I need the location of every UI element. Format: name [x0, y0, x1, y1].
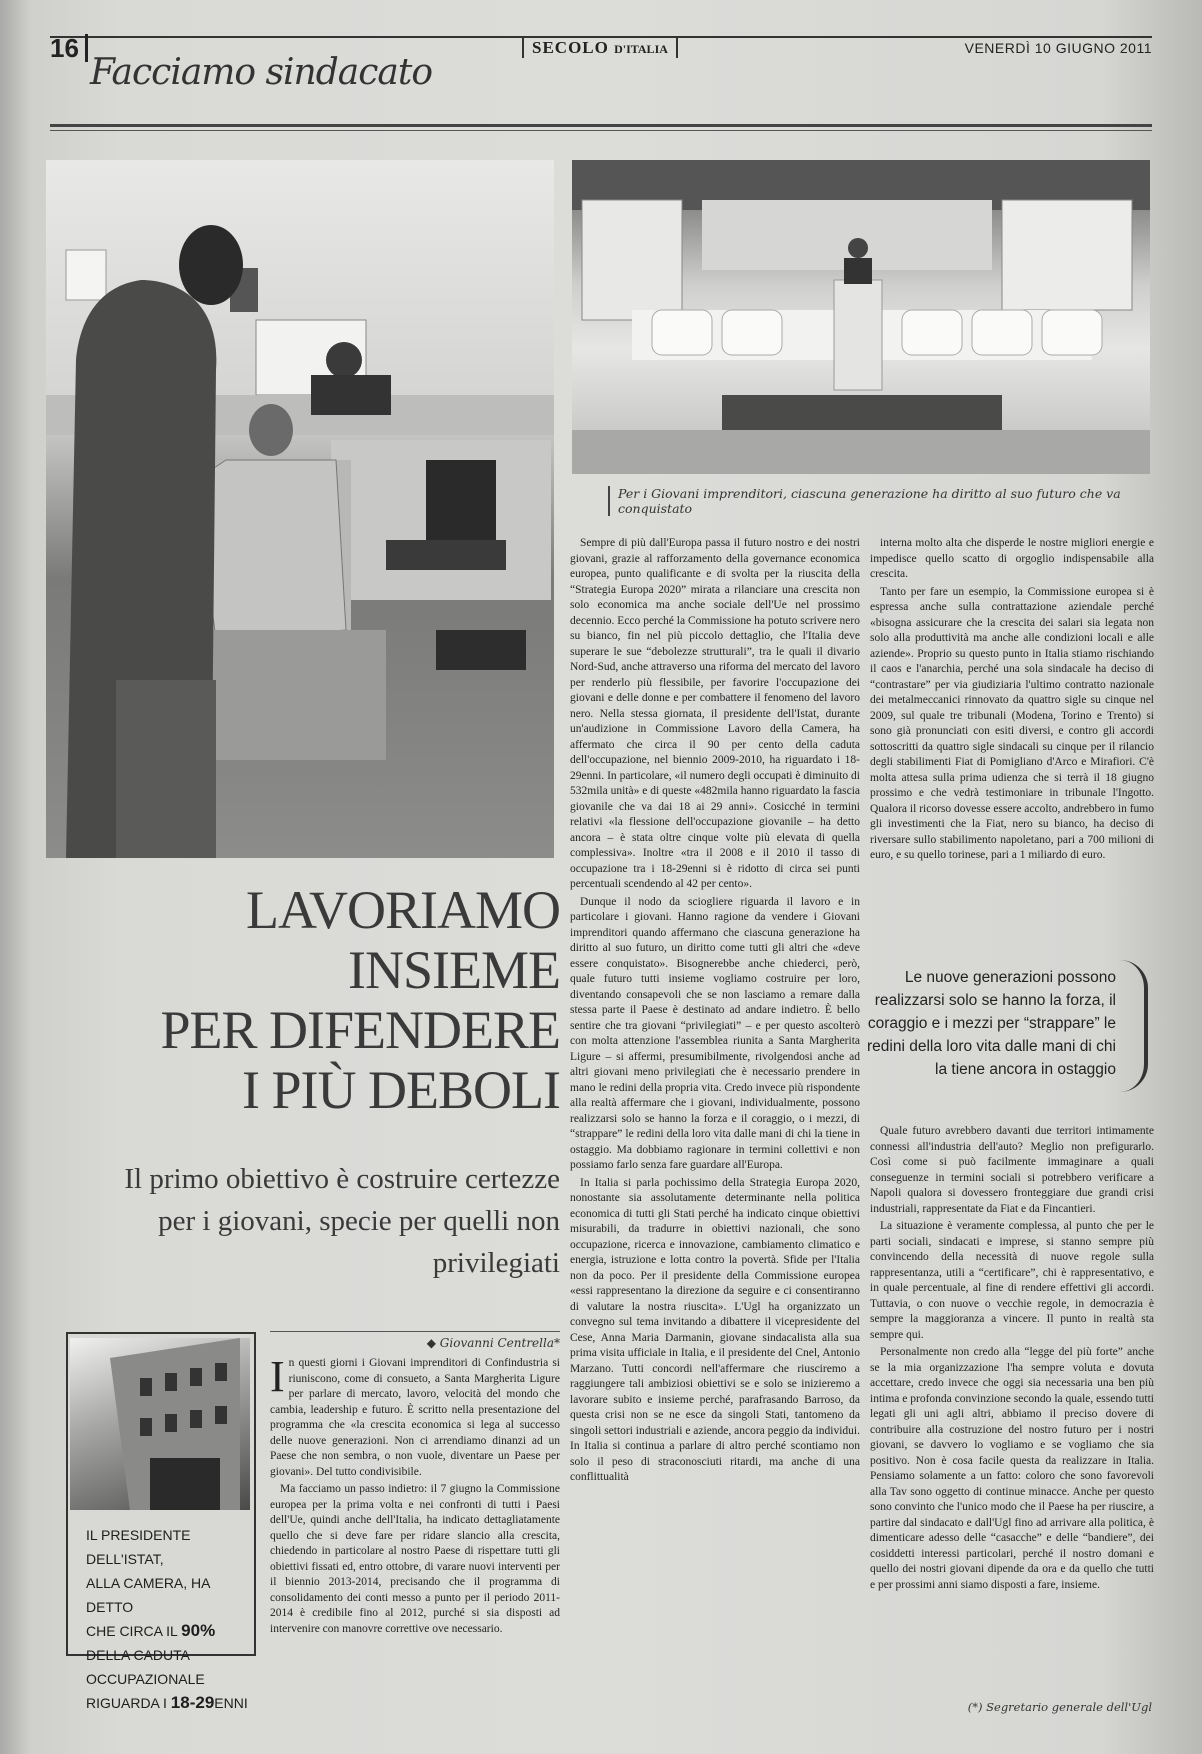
article-paragraph: Ma facciamo un passo indietro: il 7 giugno la Commissione europea per la prima volta e nei confronti di tutti i Paesi dell'Ue, quindi anche dell'Italia, ha indicato dettagliatamente quello che si deve fare per ridare slancio alla crescita, chiedendo in particolare al nostro Paese di rispettare tutti gli obiettivi fissati ed, entro ottobre, di varare nuovi interventi per il biennio 2013-2014, precisando che il programma di consolidamento dei conti messo a punto per il periodo 2011-2014 è credibile fino al 2012, purché si sia disposti ad intervenire con manovre correttive ove necessario.	[270, 1483, 560, 1635]
sidebar-line: DELLA CADUTA	[86, 1647, 190, 1663]
sidebar-line: ALLA CAMERA, HA DETTO	[86, 1575, 210, 1615]
headline-line: INSIEME	[348, 940, 560, 1000]
office-photo-illustration	[46, 160, 554, 858]
page-number: 16	[50, 34, 88, 62]
article-paragraph	[270, 1356, 560, 1480]
sidebar-line-suffix: ENNI	[214, 1695, 248, 1711]
sidebar-line	[86, 1691, 256, 1715]
conference-photo-illustration	[572, 160, 1150, 474]
conference-photo	[572, 160, 1150, 474]
sidebar-text	[86, 1523, 256, 1715]
article-paragraph: La situazione è veramente complessa, al punto che per le parti sociali, sindacati e imprese, si stanno sempre più convincendo della necessità di nuove regole sulla rappresentanza, utili a “certificare”, chi è rappresentativo, e in quale percentuale, al fine di rendere effettivi gli accordi. Tuttavia, o con nuove o vecchie regole, in democrazia è sempre la maggioranza a vincere. Il punto in realtà sta sempre qui.	[870, 1220, 1154, 1341]
article-paragraph: interna molto alta che disperde le nostre migliori energie e impedisce quello scatto di orgoglio indispensabile alla crescita.	[870, 537, 1154, 580]
headline	[100, 880, 560, 1120]
building-photo-illustration	[70, 1338, 250, 1510]
sidebar-highlight-percent: 90%	[181, 1621, 216, 1640]
sidebar-line-prefix: CHE CIRCA IL	[86, 1623, 178, 1639]
article-paragraph: Dunque il nodo da sciogliere riguarda il lavoro e in particolare i giovani. Hanno ragione da vendere i Giovani imprenditori quando affermano che ciascuna generazione ha diritto al suo futuro, un diritto come tutti gli altri che «deve essere conquistato». Bisognerebbe anche chiederci, però, quale futuro tutti insieme vogliamo costruire per loro, diventando consapevoli che se non lasciamo a remare dalla stessa parte il Paese è destinato ad andare indietro. È bello sentire che tra giovani “privilegiati” – e per questo ascolterò con molta attenzione l'assemblea riunita a Santa Margherita Ligure – si affermi, presumibilmente, rivolgendosi anche ad altri giovani meno privilegiati che è necessario prendere in mano le redini della propria vita. Credo invece più rispondente alla realtà affermare che i giovani, individualmente, possono realizzarsi solo se hanno la forza e il coraggio, o i mezzi, di “strappare” le redini della loro vita dalle mani di chi la tiene in ostaggio. Ma dobbiamo ragionare in termini collettivi e non possiamo farlo senza fare guardare all'Europa.	[570, 895, 860, 1171]
article-paragraph: Tanto per fare un esempio, la Commissione europea si è espressa anche sulla contrattazione aziendale perché «bisogna assicurare che la crescita dei salari sia legata non solo alla produttività ma anche alle condizioni locali e alle aziende». Proprio su questo punto in Italia stiamo rischiando il caos e l'anarchia, perché una sola sindacale ha deciso di “contrastare” per via giudiziaria l'ultimo contratto nazionale dei metalmeccanici rinnovato da quattro sigle su cinque nel 2009, sul quale tre tribunali (Modena, Torino e Trento) si sono già pronunciati con esiti diversi, e contro gli accordi sottoscritti da quattro sigle sindacali su cinque per il rilancio degli stabilimenti Fiat di Pomigliano d'Arco e Mirafiori. C'è molta attesa sulla prima udienza che si terrà il 18 giugno prossimo e che vedrà testimoniare in tribunale l'Ingotto. Qualora il ricorso dovesse essere accolto, andrebbero in fumo gli investimenti che la Fiat, nero su bianco, ha deciso di riversare sullo stabilimento napoletano, pari a 700 milioni di euro, e su quello torinese, pari a 1 miliardo di euro.	[870, 585, 1154, 861]
author-signoff: (*) Segretario generale dell'Ugl	[967, 1700, 1152, 1714]
drop-cap: I	[270, 1356, 285, 1401]
pull-quote-bracket	[1120, 960, 1148, 1092]
sidebar-line	[86, 1619, 256, 1643]
paragraph-text: n questi giorni i Giovani imprenditori di Confindustria si riuniscono, come di consueto, a Santa Margherita Ligure per parlare di mercato, lavoro, velocità del mondo che cambia, leadership e futuro. È scritto nella presentazione del programma che «la crescita economica si lega al successo delle nuove generazioni. Non ci arrendiamo dinanzi ad un Paese che non sembra, o non vuole, diventare un Paese per giovani». Del tutto condivisibile.	[270, 1357, 560, 1478]
article-column-3-top	[870, 536, 1154, 964]
article-paragraph: Personalmente non credo alla “legge del più forte” anche se la mia organizzazione l'ha sempre voluta e dovuta accettare, credo invece che oggi sia necessaria una ben più intima e profonda convinzione secondo la quale, essendo tutti legati gli uni agli altri, abbiamo il preciso dovere di contribuire alla costruzione del nostro futuro per i nostri giovani, se davvero lo vogliamo e se vogliamo che sia positivo. Non è cosa facile questa da realizzare in Italia. Pensiamo solamente a un fatto: coloro che sono favorevoli alla Tav sono oggetto di continue minacce. Anche per questo sono convinto che l'unico modo che il Paese ha per riuscire, a partire dal sindacato e dall'Ugl fino ad arrivare alla politica, è dimenticare adesso delle “casacche” e delle “bandiere”, dei cosiddetti interessi particolari, perché il nostro domani e quello dei nostri giovani dipende da ora e da quello che tutti e per prossimi anni siamo disposti a fare, insieme.	[870, 1346, 1154, 1591]
sidebar-line: IL PRESIDENTE DELL'ISTAT,	[86, 1527, 191, 1567]
sidebar-line: OCCUPAZIONALE	[86, 1671, 205, 1687]
byline: ◆ Giovanni Centrella*	[270, 1331, 560, 1350]
section-title: Facciamo sindacato	[90, 52, 432, 93]
photo-caption: Per i Giovani imprenditori, ciascuna generazione ha diritto al suo futuro che va conquistato	[608, 486, 1158, 516]
article-paragraph: Sempre di più dall'Europa passa il futuro nostro e dei nostri giovani, grazie al rafforzamento della governance economica europea, punto qualificante e di svolta per la riuscita della “Strategia Europa 2020” mirata a rilanciare una crescita non solo economica ma anche sociale dell'Ue nel prossimo decennio. Ecco perché la Commissione ha potuto scrivere nero su bianco, fin nel più piccolo dettaglio, che l'Italia deve superare le sue “debolezze strutturali”, tra le quali il divario Nord-Sud, anche attraverso una riforma del mercato del lavoro per renderlo più flessibile, per favorire l'occupazione dei giovani e delle donne e per combattere il fenomeno del lavoro nero. Nella stessa giornata, il presidente dell'Istat, durante un'audizione in Commissione Lavoro della Camera, ha affermato che circa il 90 per cento della caduta dell'occupazione, nel biennio 2009-2010, ha riguardato i 18-29enni. In particolare, «il numero degli occupati è diminuito di 532mila unità» e di queste «482mila hanno riguardato la fascia giovanile che va dai 18 ai 29 anni». Cosicché in termini relativi «la flessione dell'occupazione giovanile – ha detto ancora – è stata oltre cinque volte più elevata di quella complessiva». Inoltre «tra il 2008 e il 2010 il tasso di occupazione tra i 18-29enni si è ridotto di circa sei punti percentuali scendendo al 42 per cento».	[570, 537, 860, 890]
headline-line: I PIÙ DEBOLI	[242, 1060, 560, 1120]
pull-quote: Le nuove generazioni possono realizzarsi solo se hanno la forza, il coraggio e i mezzi per “strappare” le redini della loro vita dalle mani di chi la tiene ancora in ostaggio	[867, 969, 1116, 1078]
subheadline: Il primo obiettivo è costruire certezze per i giovani, specie per quelli non privilegiati	[124, 1163, 560, 1279]
building-photo	[70, 1338, 250, 1510]
section-rule-thin	[50, 130, 1152, 131]
masthead-suffix: D'ITALIA	[614, 42, 668, 56]
sidebar-line-prefix: RIGUARDA I	[86, 1695, 167, 1711]
masthead	[522, 38, 678, 58]
article-paragraph: In Italia si parla pochissimo della Strategia Europa 2020, nonostante sia assolutamente determinante nella politica economica di tutti gli Stati perché ha indicato cinque obiettivi misurabili, da tradurre in obiettivi nazionali, che sono occupazione, ricerca e innovazione, cambiamento climatico e energia, istruzione e lotta contro la povertà. Sfide per l'Italia non da poco. Per il presidente della Commissione europea «essi rappresentano la direzione da seguire e ci consentiranno di valutare la nostra riuscita». L'Ugl ha organizzato un convegno sul tema invitando a dibattere il vicepresidente del Cese, Anna Maria Darmanin, giovane sindacalista alla sua prima visita ufficiale in Italia, e il presidente del Cnel, Antonio Marzano. Tutti concordi nell'affermare che riusciremo a raggiungere tali ambiziosi obiettivi se e solo se inizieremo a lavorare subito e insieme perché, parafrasando Barroso, da questa crisi non se ne esce da singoli Stati, tantomeno da singoli settori industriali e aziende, ancora peggio da individui. In Italia si continua a parlare di altro perché scontiamo non solo il peso di straconosciuti ritardi, ma anche di una conflittualità	[570, 1176, 860, 1483]
masthead-title: SECOLO	[532, 38, 609, 57]
article-column-1	[270, 1356, 560, 1716]
byline-name: Giovanni Centrella*	[439, 1336, 560, 1350]
office-photo	[46, 160, 554, 858]
sidebar-highlight-age: 18-29	[170, 1693, 215, 1712]
issue-date: VENERDÌ 10 GIUGNO 2011	[964, 40, 1152, 56]
headline-line: LAVORIAMO	[245, 880, 560, 940]
headline-line: PER DIFENDERE	[160, 1000, 560, 1060]
article-column-3-bottom	[870, 1124, 1154, 1676]
article-column-2	[570, 536, 860, 1720]
article-paragraph: Quale futuro avrebbero davanti due territori intimamente connessi all'industria dell'auto? Meglio non prefigurarlo. Così come si può facilmente immaginare a quali conseguenze in termini sociali si potrebbero verificare a Napoli qualora si dovessero fronteggiare due grandi crisi industriali, rappresentate da Fiat e da Fincantieri.	[870, 1125, 1154, 1215]
section-rule	[50, 124, 1152, 127]
